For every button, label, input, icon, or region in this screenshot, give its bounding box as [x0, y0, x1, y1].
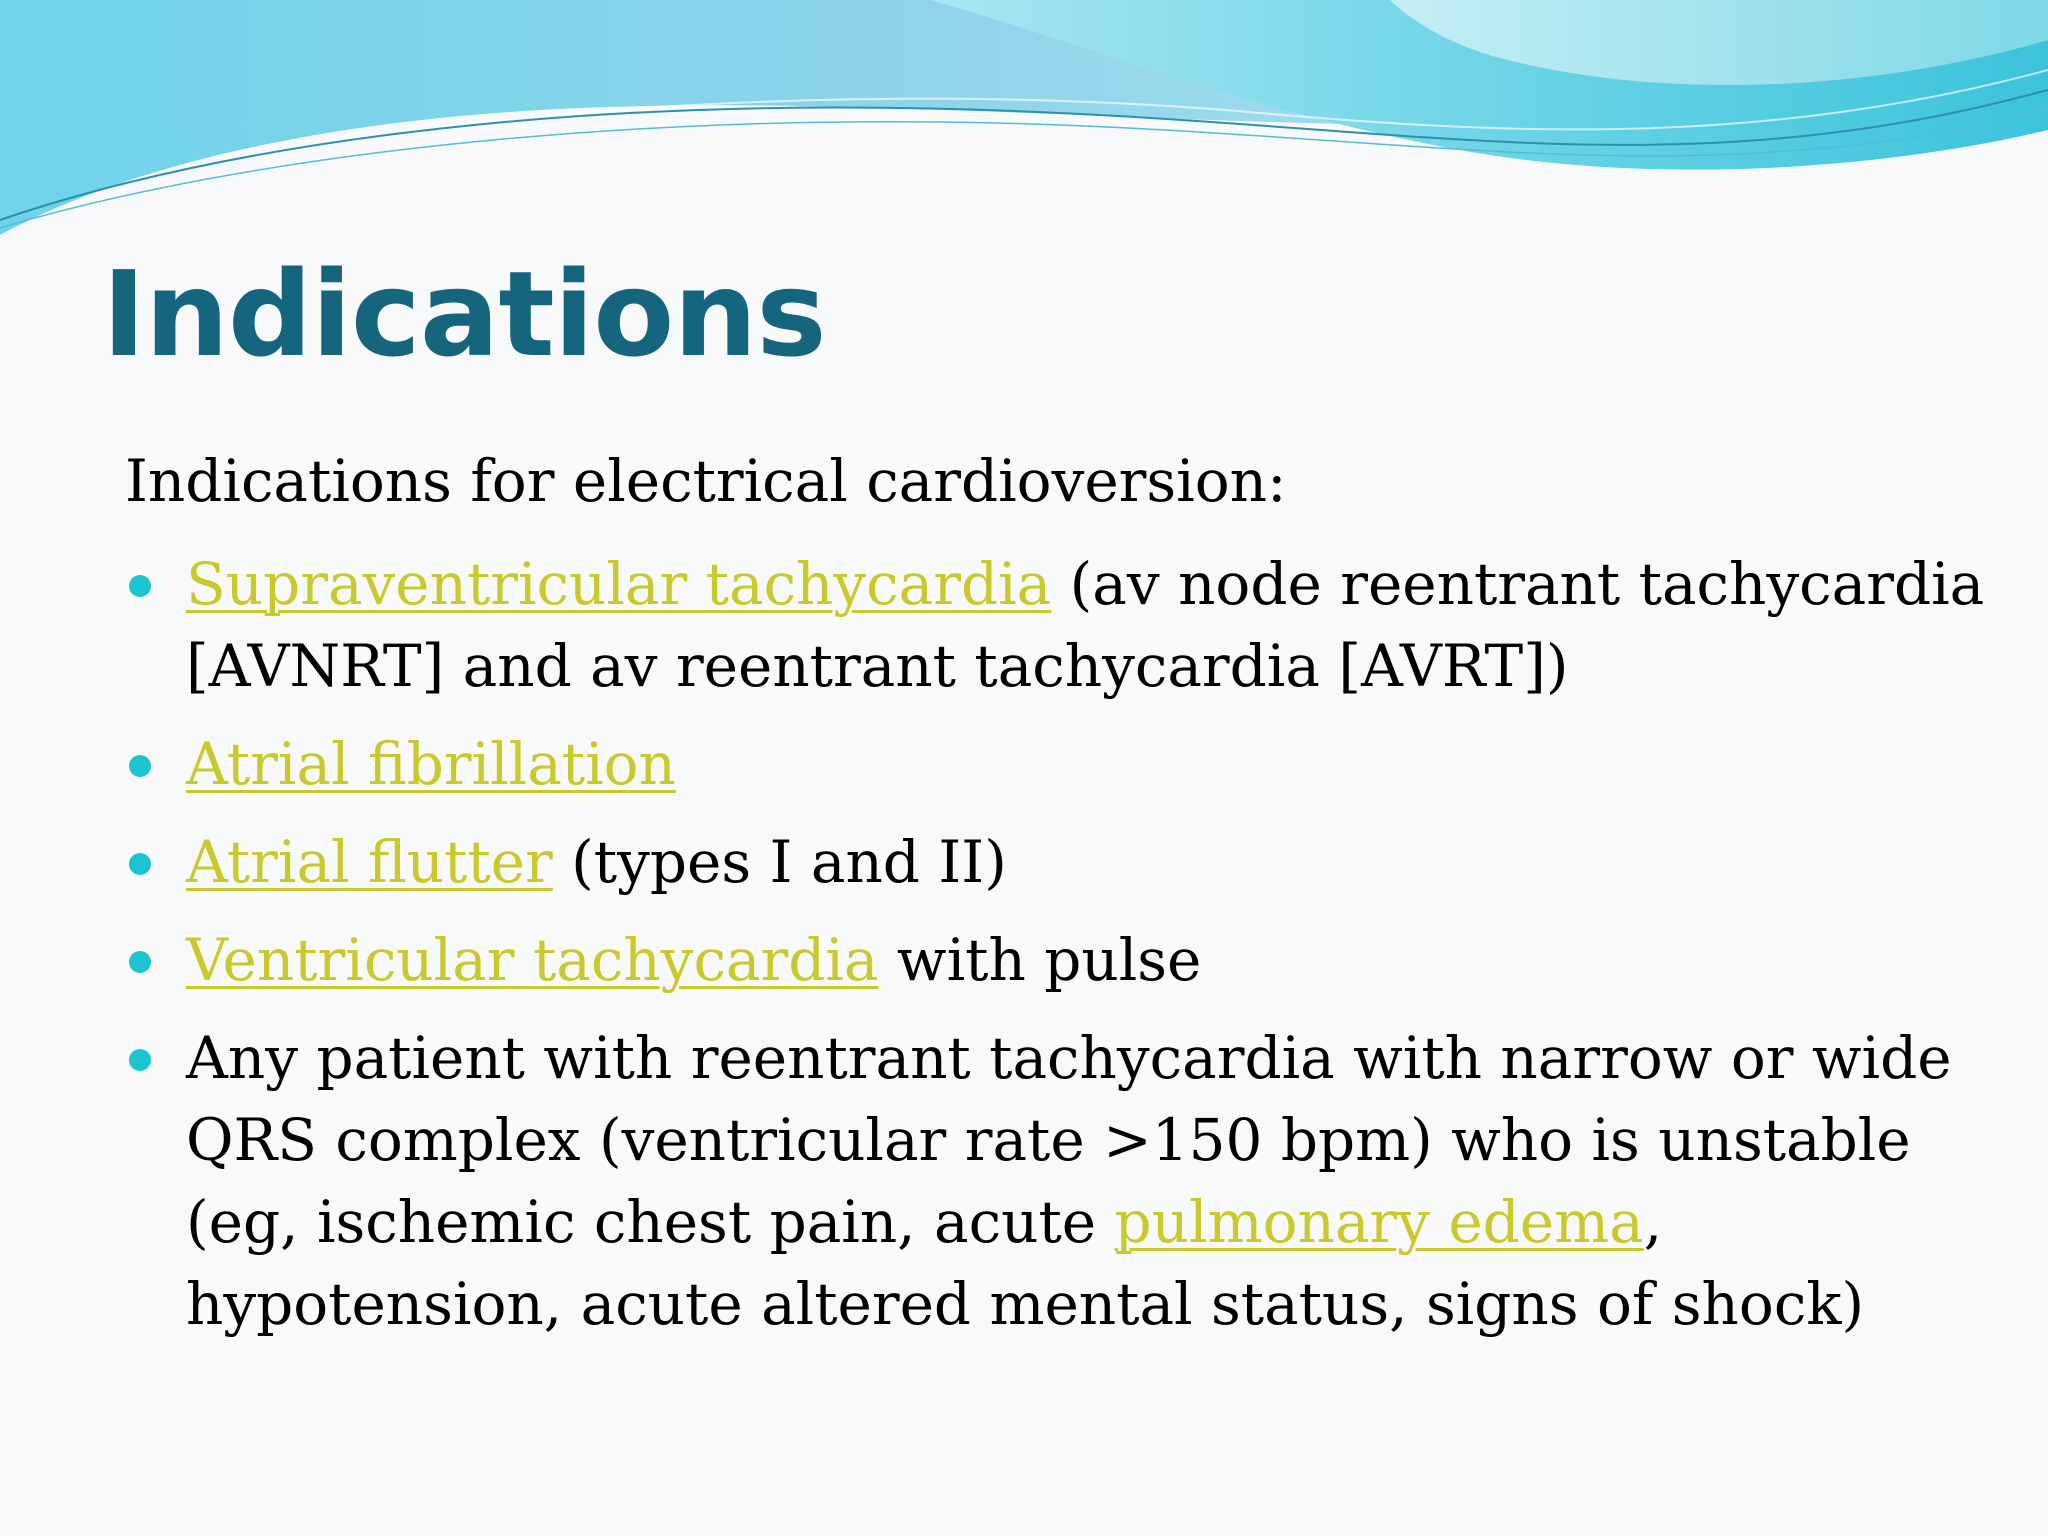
- slide-title: Indications: [102, 245, 826, 383]
- list-item-unstable-reentrant-tachycardia: [125, 1017, 1985, 1345]
- header-wave-decoration: [0, 0, 2048, 260]
- atrial-flutter-link[interactable]: Atrial flutter: [186, 828, 553, 896]
- ventricular-tachycardia-link[interactable]: Ventricular tachycardia: [186, 926, 879, 994]
- supraventricular-tachycardia-link[interactable]: Supraventricular tachycardia: [186, 550, 1052, 618]
- list-item-text: , hypotension, acute altered mental status, signs of shock): [186, 1188, 1865, 1338]
- list-item-text: Any patient with reentrant tachycardia with narrow or wide QRS complex (ventricular rate >150 bpm) who is unstable (eg, ischemic chest pain, acute: [186, 1024, 1952, 1256]
- bullet-icon: [129, 1049, 151, 1071]
- bullet-icon: [129, 951, 151, 973]
- intro-text: Indications for electrical cardioversion:: [125, 447, 1287, 515]
- bullet-icon: [129, 853, 151, 875]
- list-item-atrial-flutter: [125, 821, 1985, 903]
- atrial-fibrillation-link[interactable]: Atrial fibrillation: [186, 730, 676, 798]
- list-item-text: (av node reentrant tachycardia [AVNRT] and av reentrant tachycardia [AVRT]): [186, 550, 1985, 700]
- indications-list: [125, 543, 1985, 1361]
- list-item-text: with pulse: [878, 926, 1202, 994]
- bullet-icon: [129, 575, 151, 597]
- list-item-text: (types I and II): [552, 828, 1007, 896]
- list-item-ventricular-tachycardia: [125, 919, 1985, 1001]
- bullet-icon: [129, 755, 151, 777]
- list-item-atrial-fibrillation: [125, 723, 1985, 805]
- list-item-supraventricular-tachycardia: [125, 543, 1985, 707]
- pulmonary-edema-link[interactable]: pulmonary edema: [1114, 1188, 1644, 1256]
